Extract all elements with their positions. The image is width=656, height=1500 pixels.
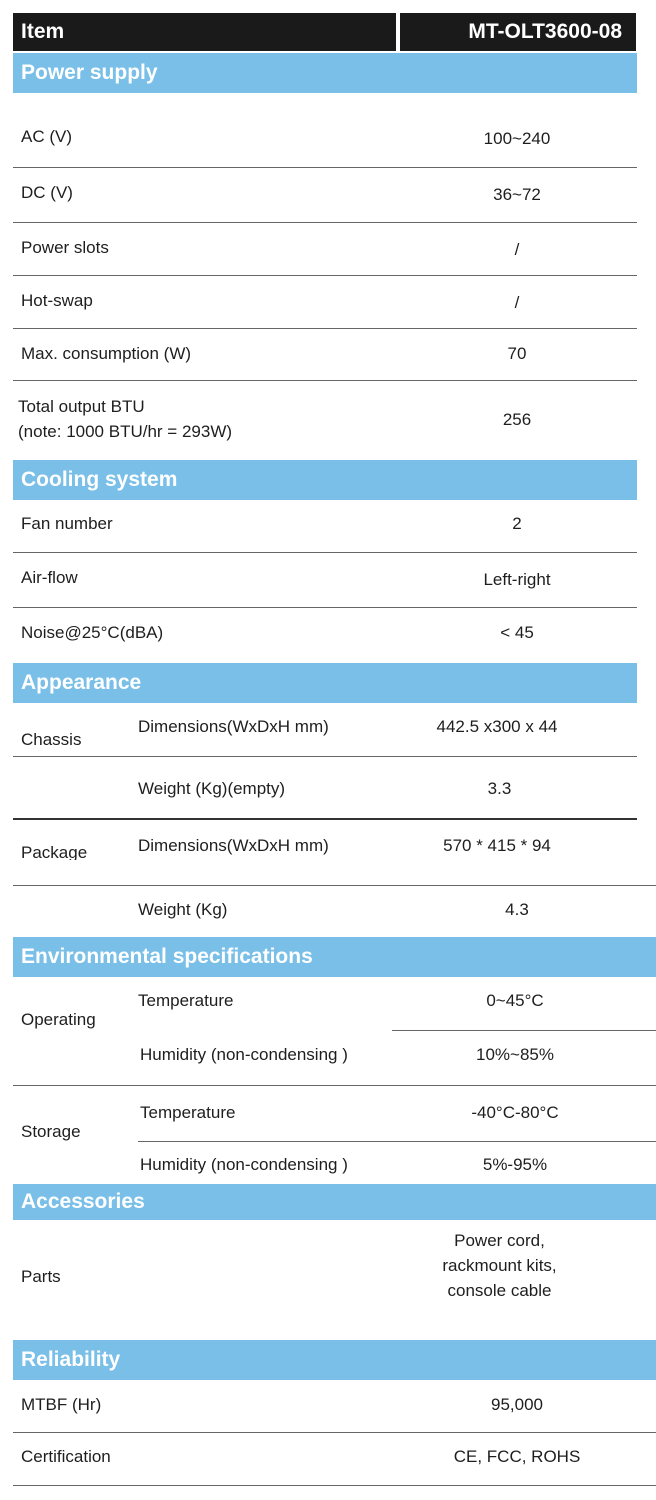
operating-humidity-label: Humidity (non-condensing ) bbox=[140, 1045, 348, 1064]
row-value-mtbf: 95,000 bbox=[491, 1395, 543, 1414]
row-divider bbox=[13, 380, 637, 381]
operating-temperature-value: 0~45°C bbox=[486, 991, 544, 1010]
section-accessories bbox=[13, 1184, 656, 1220]
row-label-mtbf: MTBF (Hr) bbox=[21, 1395, 102, 1414]
section-title: Appearance bbox=[21, 671, 142, 694]
package-weight-value: 4.3 bbox=[505, 900, 529, 919]
row-label-power-slots: Power slots bbox=[21, 238, 109, 257]
section-title: Reliability bbox=[21, 1348, 121, 1371]
row-divider bbox=[13, 756, 637, 757]
row-divider bbox=[13, 222, 637, 223]
row-value-dc: 36~72 bbox=[493, 185, 541, 204]
section-power-supply bbox=[13, 53, 637, 93]
row-value-power-slots: / bbox=[514, 240, 520, 259]
row-divider bbox=[138, 1141, 656, 1142]
chassis-weight-value: 3.3 bbox=[487, 779, 512, 798]
section-title: Power supply bbox=[21, 61, 158, 84]
package-dimensions-row-clip bbox=[0, 820, 656, 860]
row-label-noise: Noise@25°C(dBA) bbox=[21, 623, 164, 642]
row-divider bbox=[13, 1085, 656, 1086]
package-dimensions-label: Dimensions(WxDxH mm) bbox=[138, 836, 329, 855]
row-label-hot-swap: Hot-swap bbox=[21, 291, 93, 310]
row-divider bbox=[392, 1030, 656, 1031]
row-value-air-flow: Left-right bbox=[483, 570, 551, 589]
parts-value-line-1: Power cord, bbox=[454, 1231, 545, 1250]
row-label-dc: DC (V) bbox=[21, 183, 73, 202]
parts-value-line-3: console cable bbox=[447, 1281, 552, 1300]
row-label-max-consumption: Max. consumption (W) bbox=[21, 344, 192, 363]
chassis-label: Chassis bbox=[21, 730, 82, 749]
row-value-ac: 100~240 bbox=[483, 129, 551, 148]
operating-humidity-value: 10%~85% bbox=[476, 1045, 554, 1064]
row-value-noise: < 45 bbox=[500, 623, 534, 642]
section-appearance bbox=[13, 663, 637, 703]
header-model-label: MT-OLT3600-08 bbox=[468, 20, 622, 43]
operating-temperature-label: Temperature bbox=[138, 991, 234, 1010]
chassis-dimensions-label: Dimensions(WxDxH mm) bbox=[138, 717, 329, 736]
package-label: Package bbox=[21, 843, 88, 860]
header-item-cell bbox=[13, 13, 396, 51]
storage-temperature-label: Temperature bbox=[140, 1103, 236, 1122]
chassis-weight-label: Weight (Kg)(empty) bbox=[138, 779, 286, 798]
section-reliability bbox=[13, 1340, 656, 1380]
storage-humidity-label: Humidity (non-condensing ) bbox=[140, 1155, 348, 1174]
row-value-max-consumption: 70 bbox=[507, 344, 527, 363]
header-model-cell bbox=[400, 13, 636, 51]
storage-label: Storage bbox=[21, 1122, 81, 1141]
header-item-label: Item bbox=[21, 20, 65, 43]
parts-label: Parts bbox=[21, 1267, 61, 1286]
row-divider bbox=[13, 552, 637, 553]
section-title: Environmental specifications bbox=[21, 945, 313, 968]
row-divider bbox=[13, 167, 637, 168]
row-value-fan-number: 2 bbox=[512, 514, 522, 533]
section-cooling-system bbox=[13, 460, 637, 500]
storage-temperature-value: -40°C-80°C bbox=[471, 1103, 559, 1122]
section-title: Accessories bbox=[21, 1190, 145, 1213]
row-label-certification: Certification bbox=[21, 1447, 111, 1466]
row-divider bbox=[13, 275, 637, 276]
section-environmental bbox=[13, 937, 656, 977]
package-weight-label: Weight (Kg) bbox=[138, 900, 228, 919]
row-value-btu: 256 bbox=[502, 410, 532, 429]
package-dimensions-value: 570 * 415 * 94 bbox=[443, 836, 551, 855]
row-divider bbox=[13, 1485, 656, 1486]
row-value-certification: CE, FCC, ROHS bbox=[453, 1447, 581, 1466]
parts-value-line-2: rackmount kits, bbox=[442, 1256, 557, 1275]
row-divider bbox=[13, 885, 656, 886]
row-label-btu-note: (note: 1000 BTU/hr = 293W) bbox=[18, 422, 233, 441]
section-title: Cooling system bbox=[21, 468, 178, 491]
row-divider bbox=[13, 607, 637, 608]
row-label-btu: Total output BTU bbox=[18, 397, 145, 416]
row-divider bbox=[13, 328, 637, 329]
chassis-dimensions-value: 442.5 x300 x 44 bbox=[436, 717, 558, 736]
storage-humidity-value: 5%-95% bbox=[482, 1155, 548, 1174]
row-label-fan-number: Fan number bbox=[21, 514, 113, 533]
row-divider bbox=[13, 1432, 656, 1433]
row-value-hot-swap: / bbox=[514, 293, 520, 312]
row-label-air-flow: Air-flow bbox=[21, 568, 78, 587]
row-label-ac: AC (V) bbox=[21, 127, 72, 146]
operating-label: Operating bbox=[21, 1010, 96, 1029]
